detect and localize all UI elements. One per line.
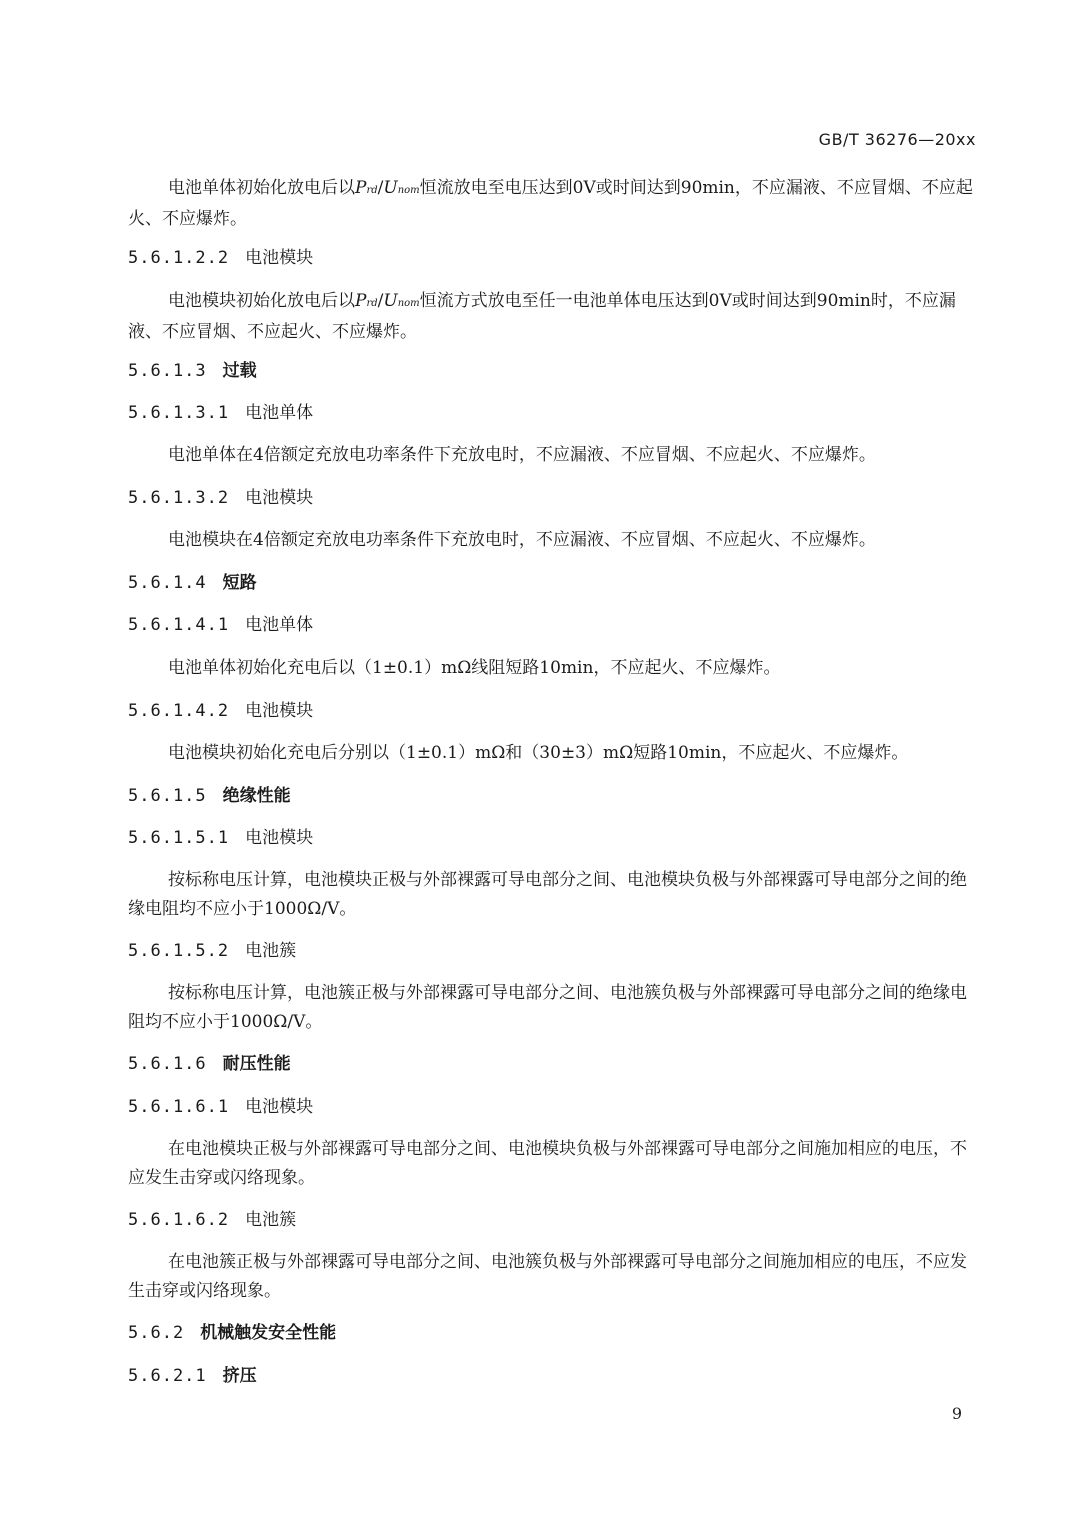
section-heading: 5.6.1.6 耐压性能 (128, 1054, 291, 1074)
section-heading: 5.6.1.2.2 电池模块 (128, 248, 314, 268)
page-number: 9 (951, 1404, 962, 1423)
section-heading: 5.6.1.3.1 电池单体 (128, 403, 314, 423)
section-heading: 5.6.1.4.2 电池模块 (128, 701, 314, 721)
section-heading: 5.6.2.1 挤压 (128, 1366, 257, 1386)
paragraph-cell-overload: 电池单体在4倍额定充放电功率条件下充放电时，不应漏液、不应冒烟、不应起火、不应爆炸。 (168, 445, 876, 465)
section-heading: 5.6.1.4.1 电池单体 (128, 615, 314, 635)
paragraph-cluster-insulation: 按标称电压计算，电池簇正极与外部裸露可导电部分之间、电池簇负极与外部裸露可导电部分之间的绝缘电阻均不应小于1000Ω/V。 (128, 983, 967, 1032)
section-heading: 5.6.1.5.1 电池模块 (128, 828, 314, 848)
section-heading: 5.6.1.6.1 电池模块 (128, 1097, 314, 1117)
section-heading: 5.6.1.6.2 电池簇 (128, 1210, 297, 1230)
standard-code: GB/T 36276—20xx (818, 130, 976, 149)
paragraph-module-discharge: 电池模块初始化放电后以Prd/Unom恒流方式放电至任一电池单体电压达到0V或时间达到90min时，不应漏液、不应冒烟、不应起火、不应爆炸。 (128, 291, 956, 342)
paragraph-module-withstand-voltage: 在电池模块正极与外部裸露可导电部分之间、电池模块负极与外部裸露可导电部分之间施加相应的电压，不应发生击穿或闪络现象。 (128, 1139, 967, 1188)
section-heading: 5.6.1.4 短路 (128, 573, 257, 593)
section-heading: 5.6.1.5.2 电池簇 (128, 941, 297, 961)
section-heading: 5.6.1.3 过载 (128, 361, 257, 381)
section-heading: 5.6.1.3.2 电池模块 (128, 488, 314, 508)
paragraph-cluster-withstand-voltage: 在电池簇正极与外部裸露可导电部分之间、电池簇负极与外部裸露可导电部分之间施加相应的电压，不应发生击穿或闪络现象。 (128, 1252, 967, 1301)
paragraph-module-overload: 电池模块在4倍额定充放电功率条件下充放电时，不应漏液、不应冒烟、不应起火、不应爆炸。 (168, 530, 876, 550)
section-heading: 5.6.1.5 绝缘性能 (128, 786, 291, 806)
paragraph-cell-discharge: 电池单体初始化放电后以Prd/Unom恒流放电至电压达到0V或时间达到90min，不应漏液、不应冒烟、不应起火、不应爆炸。 (128, 178, 973, 229)
paragraph-cell-short-circuit: 电池单体初始化充电后以（1±0.1）mΩ线阻短路10min，不应起火、不应爆炸。 (168, 658, 781, 678)
paragraph-module-insulation: 按标称电压计算，电池模块正极与外部裸露可导电部分之间、电池模块负极与外部裸露可导电部分之间的绝缘电阻均不应小于1000Ω/V。 (128, 870, 967, 919)
section-heading: 5.6.2 机械触发安全性能 (128, 1323, 337, 1343)
paragraph-module-short-circuit: 电池模块初始化充电后分别以（1±0.1）mΩ和（30±3）mΩ短路10min，不应起火、不应爆炸。 (168, 743, 909, 763)
